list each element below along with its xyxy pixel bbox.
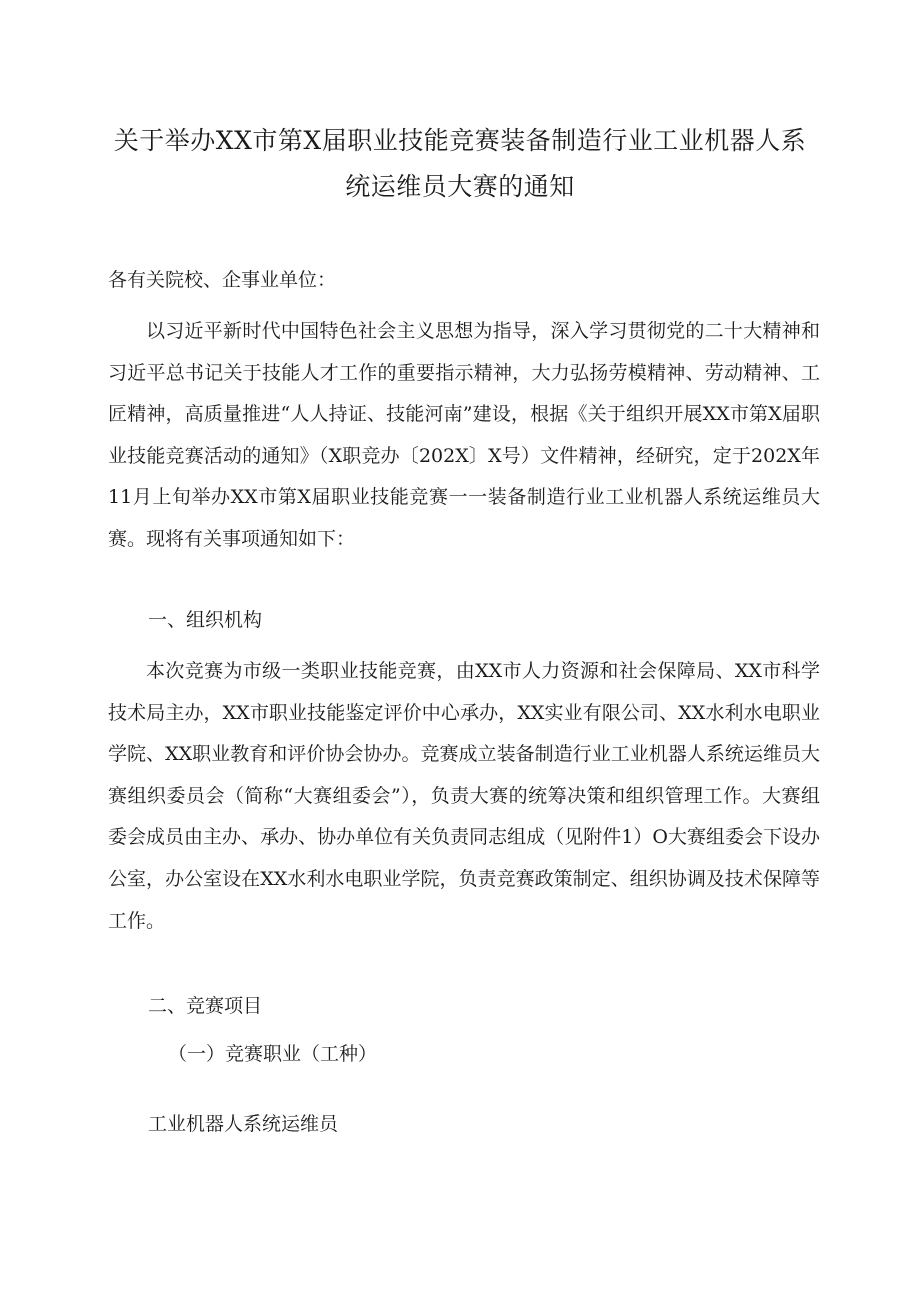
section-heading-competition-items: 二、竞赛项目 bbox=[148, 995, 263, 1017]
title-line-2: 统运维员大赛的通知 bbox=[345, 172, 575, 201]
subsection-heading-occupation: （一）竞赛职业（工种） bbox=[168, 1043, 378, 1065]
title-line-1: 关于举办XX市第X届职业技能竞赛装备制造行业工业机器人系 bbox=[113, 126, 807, 155]
occupation-name: 工业机器人系统运维员 bbox=[148, 1113, 339, 1135]
section-heading-organization: 一、组织机构 bbox=[148, 609, 263, 631]
organization-paragraph: 本次竞赛为市级一类职业技能竞赛，由XX市人力资源和社会保障局、XX市科学技术局主办，XX市职业技能鉴定评价中心承办，XX实业有限公司、XX水利水电职业学院、XX职业教育和评价协会协办。竞赛成立装备制造行业工业机器人系统运维员大赛组织委员会（简称“大赛组委会”），负责大赛的统筹决策和组织管理工作。大赛组委会成员由主办、承办、协办单位有关负责同志组成（见附件1）O大赛组委会下设办公室，办公室设在XX水利水电职业学院，负责竞赛政策制定、组织协调及技术保障等工作。 bbox=[108, 660, 820, 932]
salutation: 各有关院校、企事业单位： bbox=[108, 269, 337, 291]
document-title bbox=[100, 118, 820, 210]
intro-paragraph: 以习近平新时代中国特色社会主义思想为指导，深入学习贯彻党的二十大精神和习近平总书记关于技能人才工作的重要指示精神，大力弘扬劳模精神、劳动精神、工匠精神，高质量推进“人人持证、技能河南”建设，根据《关于组织开展XX市第X届职业技能竞赛活动的通知》（X职竞办〔202X〕X号）文件精神，经研究，定于202X年11月上旬举办XX市第X届职业技能竞赛一一装备制造行业工业机器人系统运维员大赛。现将有关事项通知如下： bbox=[108, 320, 820, 550]
